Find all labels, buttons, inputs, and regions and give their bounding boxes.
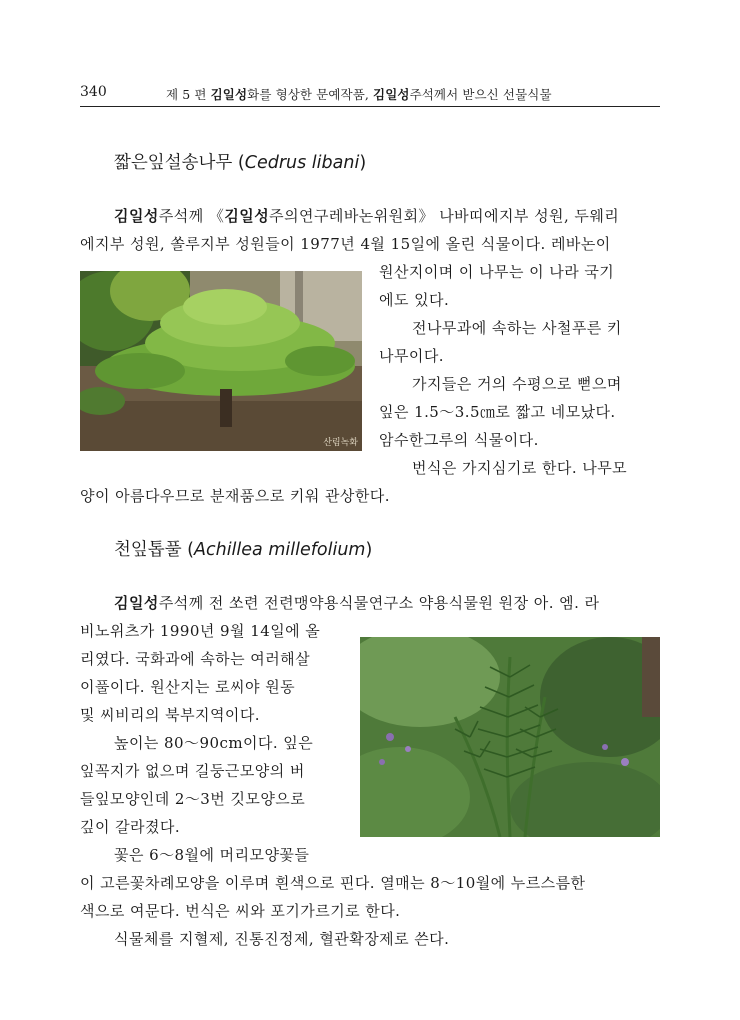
section1-title-close: ) (359, 153, 367, 173)
running-head-mid: 화를 형상한 문예작품, (247, 87, 374, 102)
running-head-bold-2: 김일성 (373, 87, 410, 102)
section1-line-5: 나무이다. (379, 347, 444, 365)
section1-title-latin: Cedrus libani (244, 153, 360, 173)
section1-title (114, 149, 366, 174)
section1-line-4: 전나무과에 속하는 사철푸른 키 (412, 319, 622, 337)
section1-line-0-text2: 주의연구레바논위원회》 나바띠에지부 성원, 두웨리 (269, 207, 620, 225)
section1-line-2: 원산지이며 이 나무는 이 나라 국기 (379, 263, 615, 281)
section1-line-7: 잎은 1.5～3.5㎝로 짧고 네모났다. (379, 403, 616, 421)
section2-line-0-bold: 김일성 (114, 594, 159, 612)
section2-line-2: 리였다. 국화과에 속하는 여러해살 (80, 650, 311, 668)
section2-line-10: 이 고른꽃차례모양을 이루며 흰색으로 핀다. 열매는 8～10월에 누르스름한 (80, 874, 586, 892)
section2-line-3: 이풀이다. 원산지는 로씨야 원동 (80, 678, 296, 696)
yarrow-photo (360, 637, 660, 837)
section2-title-korean: 천잎톱풀 ( (114, 540, 195, 560)
section1-line-1: 에지부 성원, 쏠루지부 성원들이 1977년 4월 15일에 올린 식물이다. 레바논이 (80, 235, 611, 253)
section2-line-9: 꽃은 6～8월에 머리모양꽃들 (114, 846, 310, 864)
section2-line-12: 식물체를 지혈제, 진통진정제, 혈관확장제로 쓴다. (114, 930, 450, 948)
section2-title-latin: Achillea millefolium (194, 540, 366, 560)
section2-line-7: 들잎모양인데 2～3번 깃모양으로 (80, 790, 306, 808)
section1-line-6: 가지들은 거의 수평으로 뻗으며 (412, 375, 622, 393)
running-head-bold-1: 김일성 (210, 87, 248, 102)
section2-line-0 (114, 592, 599, 613)
section1-line-9: 번식은 가지심기로 한다. 나무모 (412, 459, 628, 477)
section1-line-0-bold: 김일성 (114, 207, 159, 225)
photo-watermark: 산림녹화 (323, 438, 358, 448)
section1-line-10: 양이 아름다우므로 분재품으로 키워 관상한다. (80, 487, 390, 505)
running-head-prefix: 제 5 편 (166, 87, 211, 102)
running-head (166, 85, 552, 103)
section2-title-close: ) (365, 540, 373, 560)
running-head-suffix: 주석께서 받으신 선물식물 (409, 87, 552, 102)
section1-title-korean: 짧은잎설송나무 ( (114, 153, 245, 173)
section2-title (114, 536, 372, 561)
section2-line-6: 잎꼭지가 없으며 길둥근모양의 버 (80, 762, 305, 780)
section2-line-8: 깊이 갈라졌다. (80, 818, 181, 836)
page-header (80, 84, 660, 107)
section1-line-3: 에도 있다. (379, 291, 450, 309)
section2-line-1: 비노위츠가 1990년 9월 14일에 올 (80, 622, 321, 640)
cedar-photo (80, 271, 362, 451)
section1-line-8: 암수한그루의 식물이다. (379, 431, 539, 449)
yarrow-photo-svg (360, 637, 660, 837)
section1-line-0-bold2: 김일성 (224, 207, 270, 225)
page-number: 340 (80, 84, 107, 100)
section2-line-5: 높이는 80～90cm이다. 잎은 (114, 734, 314, 752)
section2-line-0-text: 주석께 전 쏘련 전련맹약용식물연구소 약용식물원 원장 아. 엠. 라 (158, 594, 600, 612)
section2-line-4: 및 씨비리의 북부지역이다. (80, 706, 260, 724)
section2-line-11: 색으로 여문다. 번식은 씨와 포기가르기로 한다. (80, 902, 401, 920)
section1-line-0 (114, 205, 619, 226)
section1-line-0-text: 주석께 《 (158, 207, 225, 225)
cedar-photo-svg (80, 271, 362, 451)
